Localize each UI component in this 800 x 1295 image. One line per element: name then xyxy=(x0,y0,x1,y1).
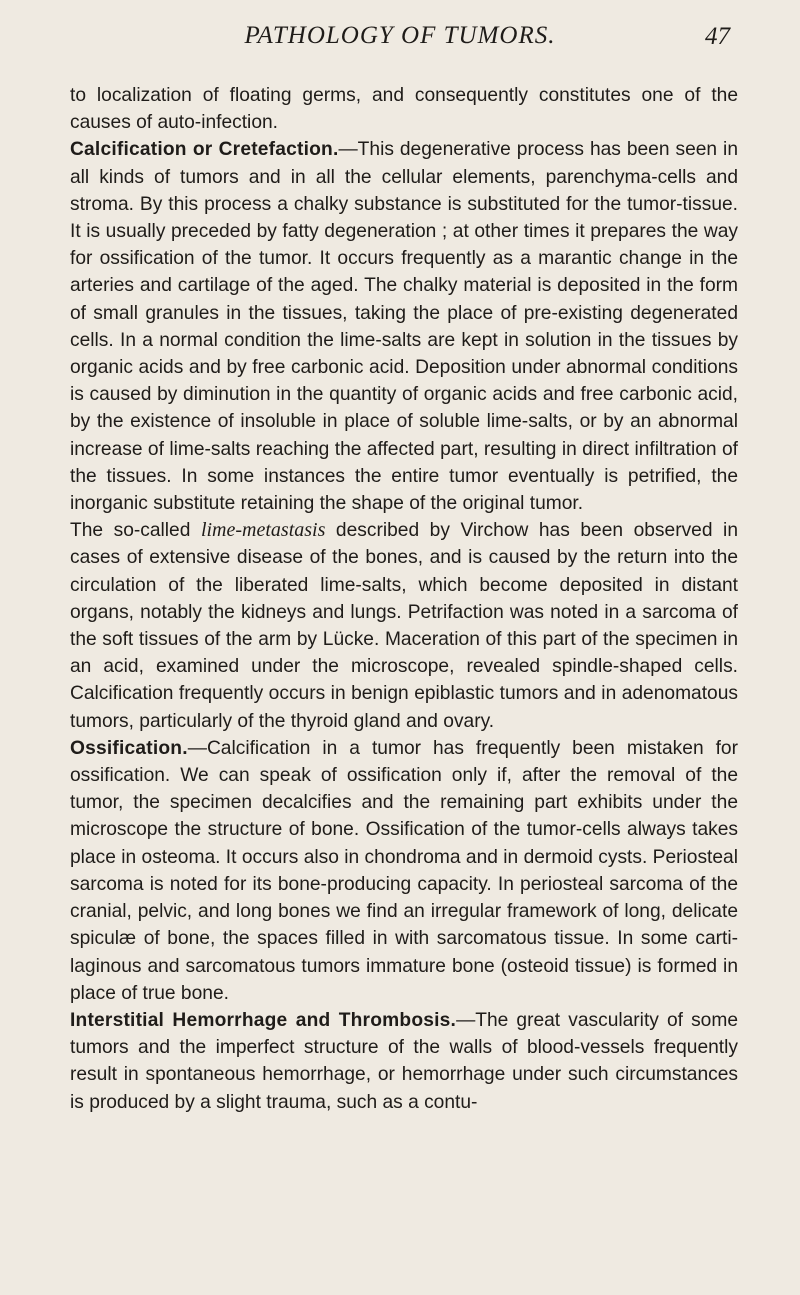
page-header xyxy=(0,22,800,62)
page-number: 47 xyxy=(705,23,730,50)
paragraph-auto-infection xyxy=(70,82,738,136)
section-heading-hemorrhage: Interstitial Hemorrhage and Thrombosis. xyxy=(70,1009,457,1031)
paragraph-ossification xyxy=(70,735,738,1007)
paragraph-hemorrhage xyxy=(70,1007,738,1116)
section-heading-calcification: Calcification or Cretefaction. xyxy=(70,139,339,161)
paragraph-text-before: The so-called xyxy=(70,520,201,542)
paragraph-text: —The great vascularity of some tumors and the imperfect structure of the walls of blood-vessels frequently result in spontaneous hemorrhage, or hemorrhage under such circumstances is produced by a slight trauma, such as a contu- xyxy=(70,1009,738,1113)
paragraph-lime-metastasis xyxy=(70,517,738,735)
paragraph-calcification xyxy=(70,136,738,517)
paragraph-text: —Calcification in a tumor has frequently been mistaken for ossification. We can speak of ossification only if, after the removal of the tumor, the specimen decalcifies and the remaining part exhibits under the microscope the structure of bone. Ossification of the tumor-cells always takes place in osteoma. It occurs also in chondroma and in dermoid cysts. Periosteal sarcoma is noted for its bone-producing capacity. In periosteal sarcoma of the cranial, pelvic, and long bones we find an irregular framework of long, delicate spiculæ of bone, the spaces filled in with sarcomatous tissue. In some cartilaginous and sarcomatous tumors immature bone (osteoid tissue) is formed in place of true bone. xyxy=(70,737,738,1004)
paragraph-text: to localization of floating germs, and consequently constitutes one of the causes of auto-infection. xyxy=(70,85,738,134)
running-head: PATHOLOGY OF TUMORS. xyxy=(244,22,556,49)
paragraph-text: —This degenerative process has been seen in all kinds of tumors and in all the cellular elements, parenchyma-cells and stroma. By this process a chalky substance is substituted for the tumor-tissue. It is usually preceded by fatty degeneration ; at other times it prepares the way for ossification of the tumor. It occurs frequently as a marantic change in the arteries and cartilage of the aged. The chalky material is deposited in the form of small granules in the tissues, taking the place of pre-existing degenerated cells. In a normal condition the lime-salts are kept in solution in the tissues by organic acids and by free carbonic acid. Deposition under abnormal conditions is caused by diminution in the quantity of organic acids and free carbonic acid, by the existence of insoluble in place of soluble lime-salts, or by an abnormal increase of lime-salts reaching the affected part, resulting in direct infiltration of the tissues. In some instances the entire tumor eventually is petrified, the inorganic substitute retaining the shape of the original tumor. xyxy=(70,139,738,515)
paragraph-text-after: described by Virchow has been observed in cases of extensive disease of the bones, and is caused by the return into the circulation of the liberated lime-salts, which become deposited in distant organs, notably the kidneys and lungs. Petrifaction was noted in a sarcoma of the soft tissues of the arm by Lücke. Maceration of this part of the specimen in an acid, examined under the microscope, revealed spindle-shaped cells. Calcification frequently occurs in benign epiblastic tumors and in adenomatous tumors, particularly of the thyroid gland and ovary. xyxy=(70,520,738,732)
section-heading-ossification: Ossification. xyxy=(70,737,188,759)
body-text xyxy=(70,82,738,1116)
italic-term-lime-metastasis: lime-metastasis xyxy=(200,519,326,542)
